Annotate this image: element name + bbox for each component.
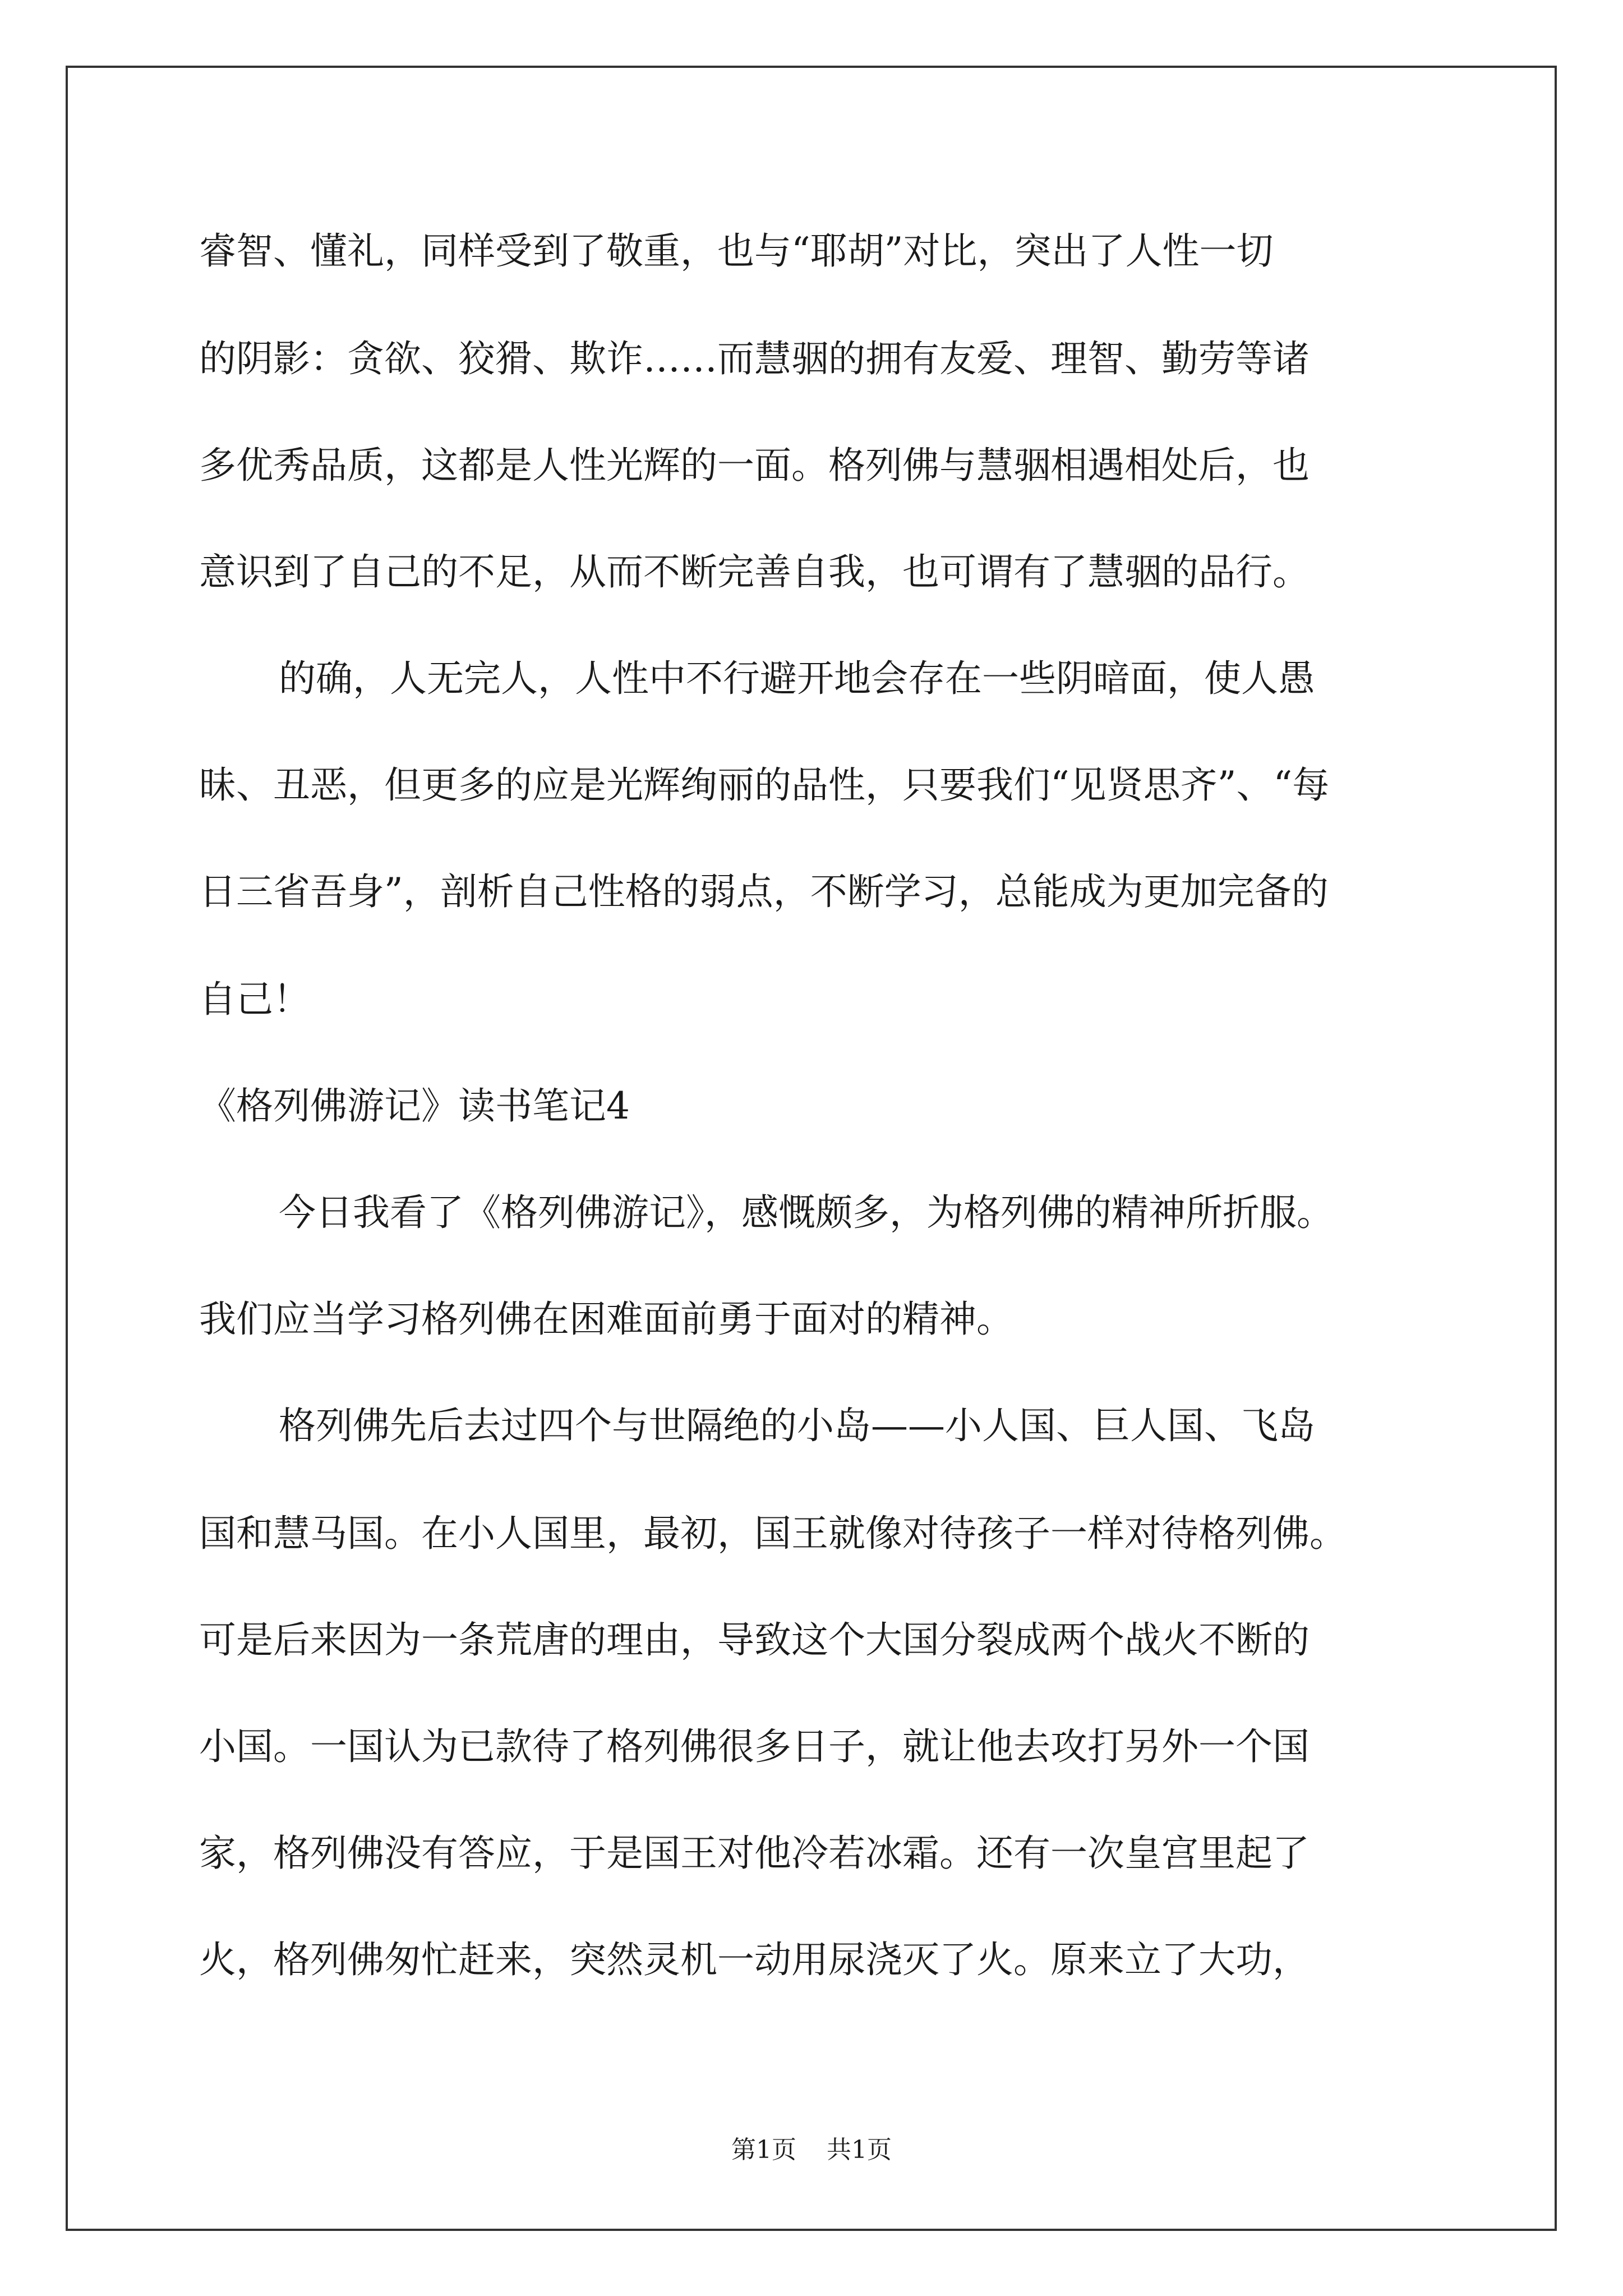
text-line: 意识到了自己的不足，从而不断完善自我，也可谓有了慧骃的品行。 [199, 550, 1310, 593]
text-line: 家，格列佛没有答应，于是国王对他冷若冰霜。还有一次皇宫里起了 [199, 1832, 1310, 1875]
text-line: 今日我看了《格列佛游记》，感慨颇多，为格列佛的精神所折服。 [279, 1191, 1334, 1234]
text-line: 昧、丑恶，但更多的应是光辉绚丽的品性，只要我们“见贤思齐”、“每 [199, 763, 1330, 807]
text-line: 火，格列佛匆忙赶来，突然灵机一动用尿浇灭了火。原来立了大功， [199, 1938, 1310, 1981]
text-line: 日三省吾身”，剖析自己性格的弱点，不断学习，总能成为更加完备的 [199, 870, 1329, 913]
section-heading: 《格列佛游记》读书笔记4 [199, 1084, 630, 1128]
page-number-current: 第1页 [731, 2136, 796, 2164]
text-line: 自己！ [199, 978, 310, 1021]
text-line: 可是后来因为一条荒唐的理由，导致这个大国分裂成两个战火不断的 [199, 1618, 1310, 1662]
text-line: 我们应当学习格列佛在困难面前勇于面对的精神。 [199, 1297, 1013, 1341]
text-line: 的阴影：贪欲、狡猾、欺诈……而慧骃的拥有友爱、理智、勤劳等诸 [199, 337, 1310, 380]
text-line: 多优秀品质，这都是人性光辉的一面。格列佛与慧骃相遇相处后，也 [199, 444, 1310, 487]
page-footer [0, 2133, 1623, 2167]
page-number-total: 共1页 [827, 2136, 892, 2164]
page-border [66, 66, 1557, 2231]
text-line: 睿智、懂礼，同样受到了敬重，也与“耶胡”对比，突出了人性一切 [199, 229, 1274, 273]
text-line: 国和慧马国。在小人国里，最初，国王就像对待孩子一样对待格列佛。 [199, 1512, 1347, 1555]
text-line: 小国。一国认为已款待了格列佛很多日子，就让他去攻打另外一个国 [199, 1725, 1310, 1768]
text-line: 的确，人无完人，人性中不行避开地会存在一些阴暗面，使人愚 [279, 657, 1315, 700]
text-line: 格列佛先后去过四个与世隔绝的小岛——小人国、巨人国、飞岛 [279, 1404, 1315, 1447]
